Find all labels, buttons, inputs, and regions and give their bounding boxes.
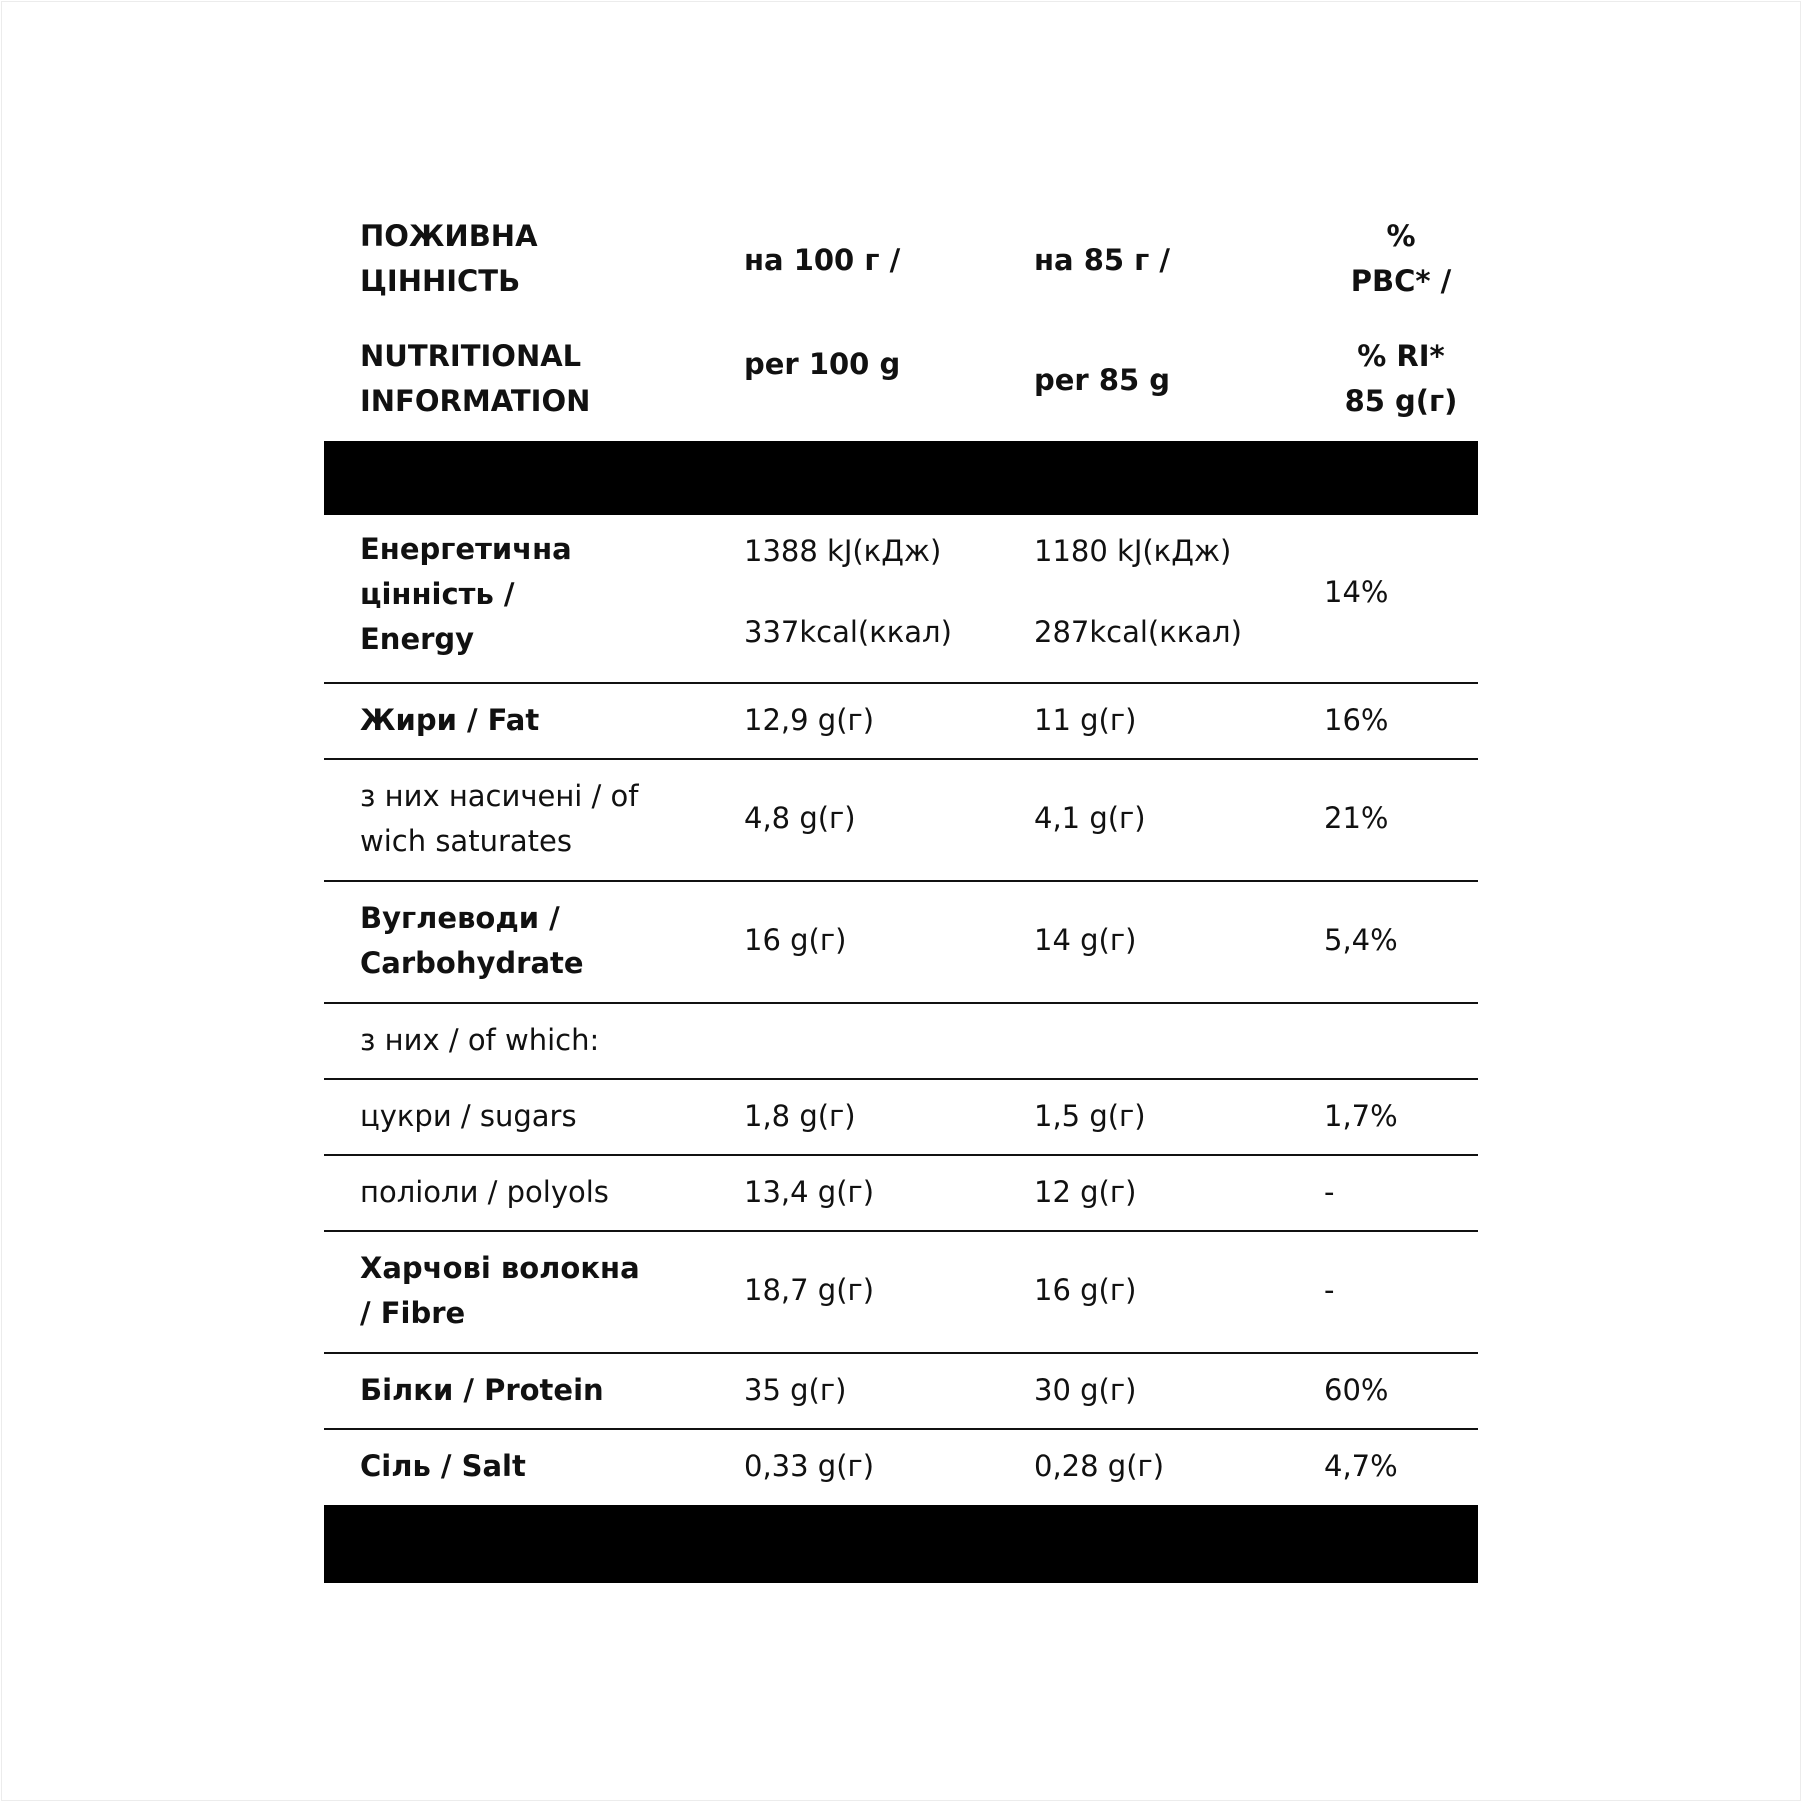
row-label-line: Харчові волокна — [360, 1251, 640, 1285]
row-per85: 14 g(г) — [1034, 923, 1137, 957]
row-label-line: / Fibre — [360, 1296, 466, 1330]
row-per100: 16 g(г) — [744, 923, 847, 957]
row-per85: 30 g(г) — [1034, 1373, 1137, 1407]
table-header — [324, 200, 1478, 441]
row-ri: 5,4% — [1324, 923, 1398, 957]
header-ri-ua-line2: РВС* / — [1350, 264, 1452, 298]
table-row-carbohydrate — [324, 882, 1478, 1004]
table-row-energy — [324, 515, 1478, 684]
header-ri-en — [1324, 334, 1478, 424]
row-label: з них / of which: — [360, 1023, 600, 1057]
row-per100: 13,4 g(г) — [744, 1175, 875, 1209]
row-per100: 18,7 g(г) — [744, 1273, 875, 1307]
row-per100: 1,8 g(г) — [744, 1099, 856, 1133]
row-ri: 4,7% — [1324, 1449, 1398, 1483]
row-ri: 14% — [1324, 575, 1389, 609]
row-label-line: Energy — [360, 622, 475, 656]
row-per85: 16 g(г) — [1034, 1273, 1137, 1307]
row-per85: 1,5 g(г) — [1034, 1099, 1146, 1133]
row-per100-kcal: 337kcal(ккал) — [744, 615, 952, 649]
row-label-line: з них насичені / of — [360, 779, 639, 813]
header-per85-ua: на 85 г / — [1034, 243, 1170, 277]
row-label: поліоли / polyols — [360, 1175, 609, 1209]
row-ri: - — [1324, 1175, 1335, 1209]
row-per100: 12,9 g(г) — [744, 703, 875, 737]
row-label-line: Енергетична — [360, 532, 572, 566]
row-label — [360, 896, 720, 986]
table-row-sugars — [324, 1080, 1478, 1156]
header-nutrition-ua-line2: ЦІННІСТЬ — [360, 264, 521, 298]
table-row-fibre — [324, 1232, 1478, 1354]
row-label: Білки / Protein — [360, 1373, 604, 1407]
row-per85: 12 g(г) — [1034, 1175, 1137, 1209]
row-per100: 35 g(г) — [744, 1373, 847, 1407]
row-label-line: Вуглеводи / — [360, 901, 560, 935]
row-label-line: цінність / — [360, 577, 515, 611]
header-nutrition-en-line2: INFORMATION — [360, 384, 591, 418]
header-nutrition-en-line1: NUTRITIONAL — [360, 339, 582, 373]
row-label: Жири / Fat — [360, 703, 540, 737]
table-row-fat — [324, 684, 1478, 760]
header-ri-en-line1: % RI* — [1357, 339, 1445, 373]
table-row-salt — [324, 1430, 1478, 1505]
table-row-saturates — [324, 760, 1478, 882]
header-ri-en-line2: 85 g(г) — [1344, 384, 1458, 418]
table-row-of-which — [324, 1004, 1478, 1080]
row-per85: 0,28 g(г) — [1034, 1449, 1165, 1483]
header-per100-en: per 100 g — [744, 347, 901, 381]
row-label: Сіль / Salt — [360, 1449, 526, 1483]
header-per85-en: per 85 g — [1034, 363, 1171, 397]
row-label: цукри / sugars — [360, 1099, 577, 1133]
row-per85: 4,1 g(г) — [1034, 801, 1146, 835]
header-ri-ua-line1: % — [1386, 219, 1416, 253]
table-row-polyols — [324, 1156, 1478, 1232]
footer-black-band — [324, 1505, 1478, 1583]
row-label-line: wich saturates — [360, 824, 572, 858]
row-ri: 21% — [1324, 801, 1389, 835]
row-ri: 1,7% — [1324, 1099, 1398, 1133]
header-nutrition-ua — [360, 214, 720, 304]
header-per100-ua: на 100 г / — [744, 243, 901, 277]
row-label-line: Carbohydrate — [360, 946, 584, 980]
row-per85: 11 g(г) — [1034, 703, 1137, 737]
row-label — [360, 774, 720, 864]
row-per100: 4,8 g(г) — [744, 801, 856, 835]
table-row-protein — [324, 1354, 1478, 1430]
header-ri-ua — [1324, 214, 1478, 304]
header-nutrition-ua-line1: ПОЖИВНА — [360, 219, 538, 253]
row-per85-kj: 1180 kJ(кДж) — [1034, 534, 1232, 568]
header-black-band — [324, 441, 1478, 515]
row-per100-kj: 1388 kJ(кДж) — [744, 534, 942, 568]
row-ri: 60% — [1324, 1373, 1389, 1407]
row-per100: 0,33 g(г) — [744, 1449, 875, 1483]
row-label — [360, 1246, 720, 1336]
row-ri: - — [1324, 1273, 1335, 1307]
row-label — [360, 527, 720, 662]
row-ri: 16% — [1324, 703, 1389, 737]
header-nutrition-en — [360, 334, 720, 424]
row-per85-kcal: 287kcal(ккал) — [1034, 615, 1242, 649]
